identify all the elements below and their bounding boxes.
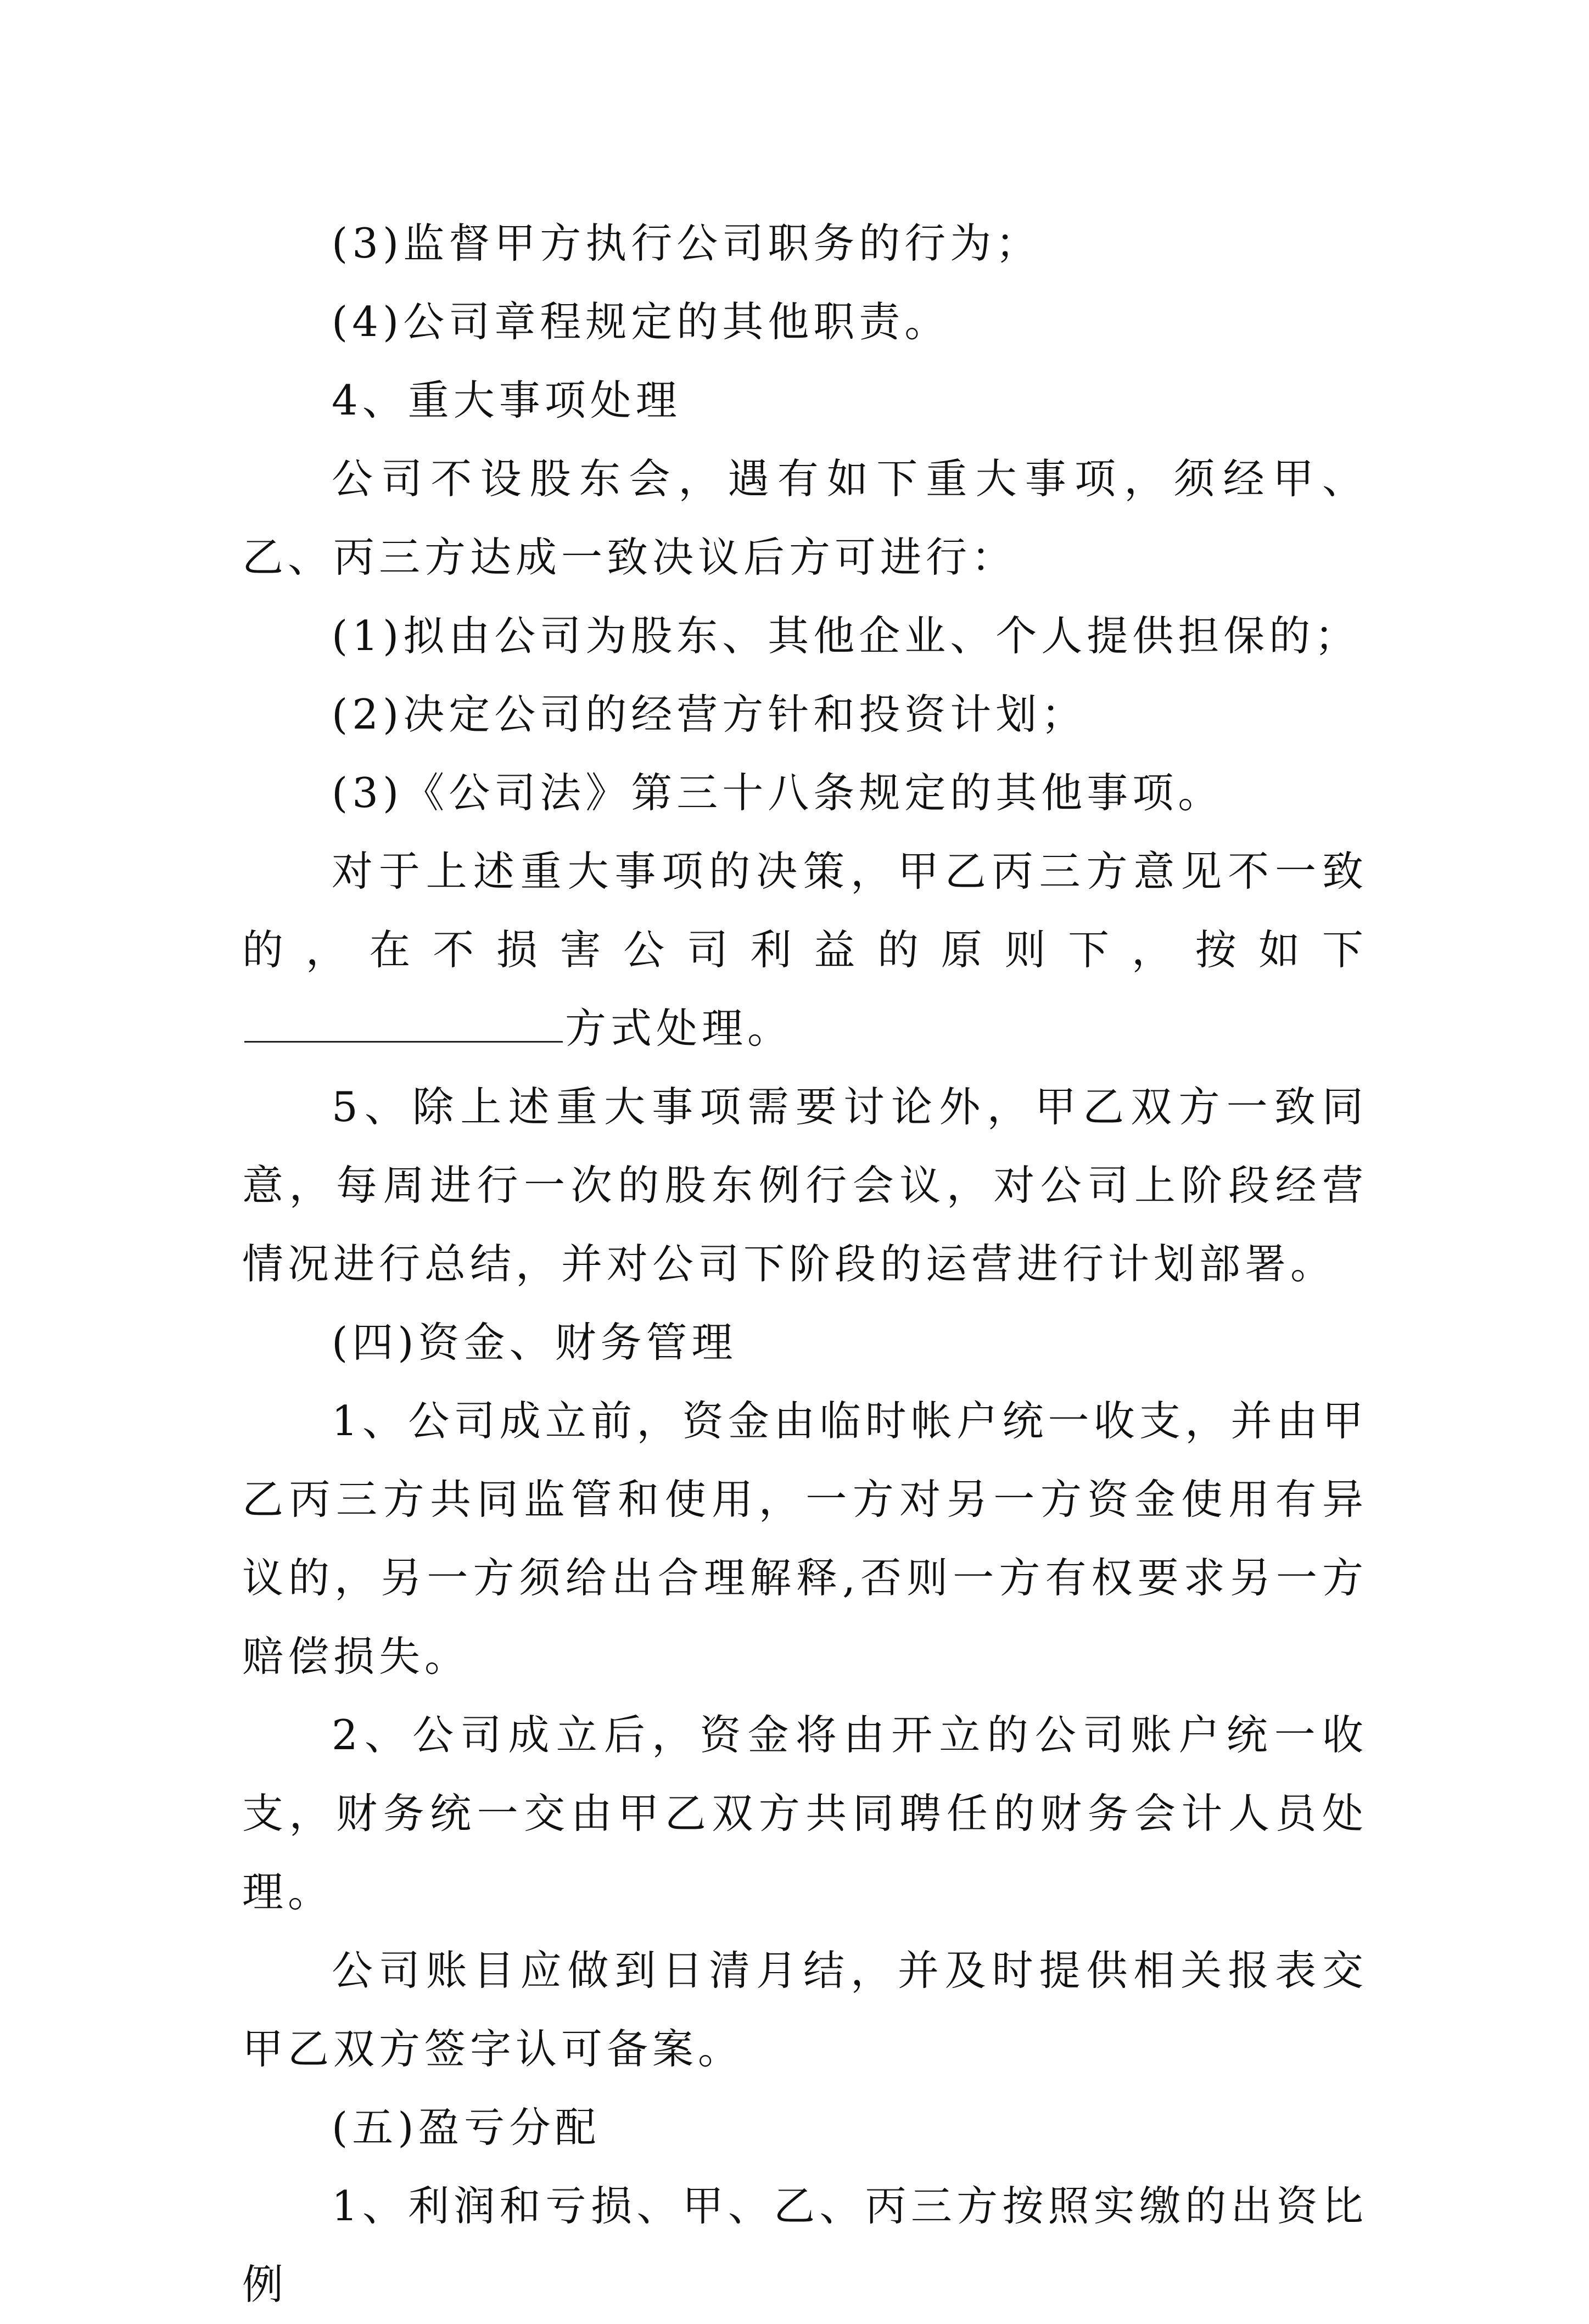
heading-profit-loss: (五)盈亏分配 <box>332 2103 601 2152</box>
paragraph-matter-1: (1)拟由公司为股东、其他企业、个人提供担保的； <box>332 612 1361 660</box>
disagreement-text-after: 方式处理。 <box>565 1004 793 1052</box>
heading-major-matters: 4、重大事项处理 <box>332 376 681 424</box>
heading-finance-management: (四)资金、财务管理 <box>332 1318 737 1367</box>
disagreement-text-before: 对于上述重大事项的决策，甲乙丙三方意见不一致的，在不损害公司利益的原则下，按如下 <box>242 847 1368 974</box>
document-body <box>242 204 1368 2324</box>
paragraph-weekly-meeting: 5、除上述重大事项需要讨论外，甲乙双方一致同意，每周进行一次的股东例行会议，对公司上阶段经营情况进行总结，并对公司下阶段的运营进行计划部署。 <box>242 1083 1368 1288</box>
paragraph-duty-4: (4)公司章程规定的其他职责。 <box>332 298 950 346</box>
paragraph-profit-loss-1: 1、利润和亏损、甲、乙、丙三方按照实缴的出资比例 <box>242 2182 1368 2309</box>
paragraph-duty-3: (3)监督甲方执行公司职务的行为； <box>332 219 1042 267</box>
paragraph-major-matters-intro: 公司不设股东会，遇有如下重大事项，须经甲、乙、丙三方达成一致决议后方可进行： <box>242 455 1368 581</box>
paragraph-finance-before: 1、公司成立前，资金由临时帐户统一收支，并由甲乙丙三方共同监管和使用，一方对另一方资金使用有异议的，另一方须给出合理解释,否则一方有权要求另一方赔偿损失。 <box>242 1397 1368 1681</box>
fill-in-blank-line <box>244 1008 563 1043</box>
paragraph-finance-after: 2、公司成立后，资金将由开立的公司账户统一收支，财务统一交由甲乙双方共同聘任的财务会计人员处理。 <box>242 1711 1368 1916</box>
paragraph-disagreement <box>242 832 1368 1068</box>
paragraph-matter-2: (2)决定公司的经营方针和投资计划； <box>332 690 1087 738</box>
paragraph-matter-3: (3)《公司法》第三十八条规定的其他事项。 <box>332 769 1224 817</box>
paragraph-accounts: 公司账目应做到日清月结，并及时提供相关报表交甲乙双方签字认可备案。 <box>242 1946 1368 2073</box>
